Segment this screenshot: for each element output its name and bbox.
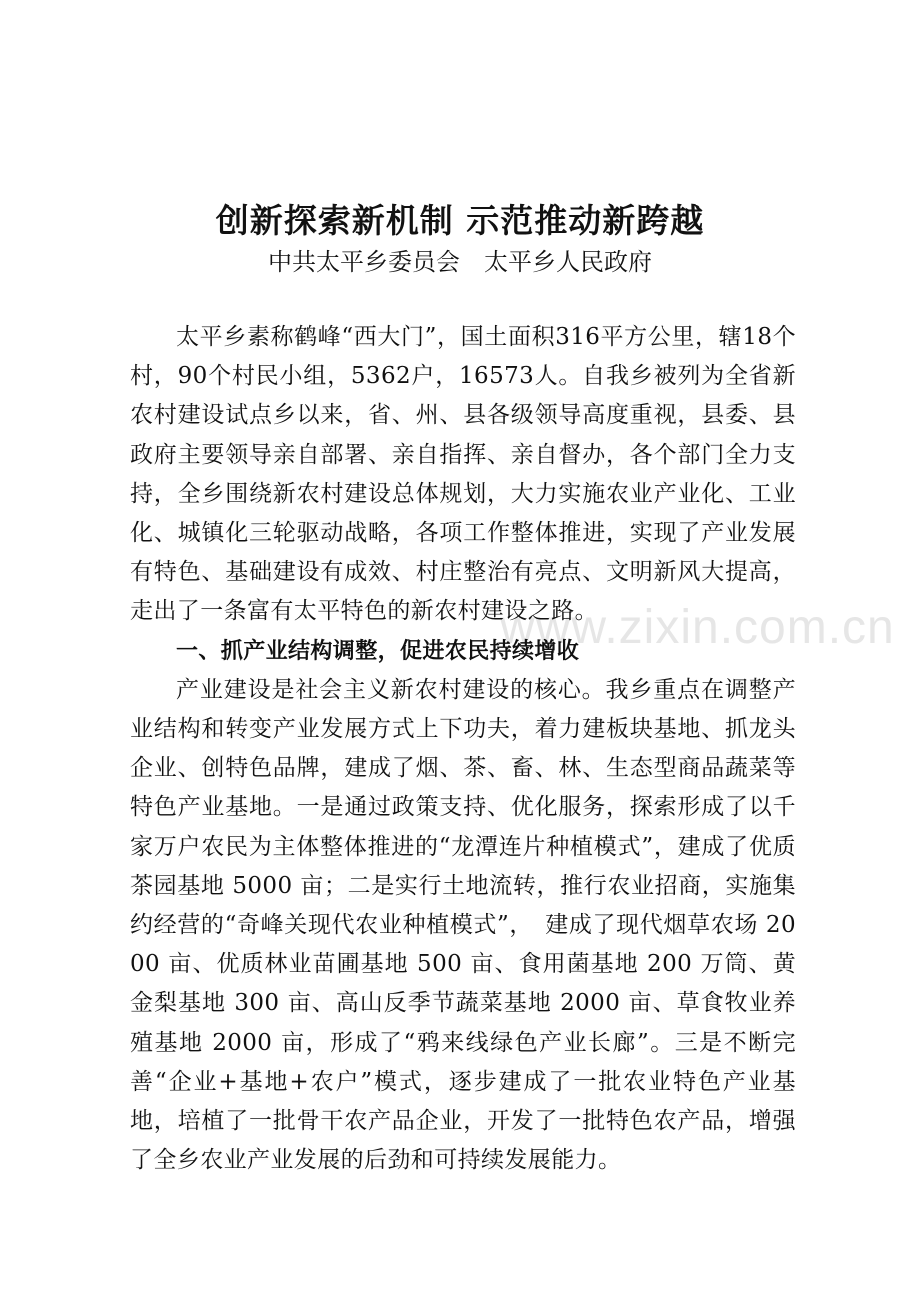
document-body bbox=[130, 318, 796, 1180]
section-paragraph: 产业建设是社会主义新农村建设的核心。我乡重点在调整产业结构和转变产业发展方式上下功夫，着力建板块基地、抓龙头企业、创特色品牌，建成了烟、茶、畜、林、生态型商品蔬菜等特色产业基地。一是通过政策支持、优化服务，探索形成了以千家万户农民为主体整体推进的“龙潭连片种植模式”，建成了优质茶园基地 5000 亩；二是实行土地流转，推行农业招商，实施集约经营的“奇峰关现代农业种植模式”， 建成了现代烟草农场 2000 亩、优质林业苗圃基地 500 亩、食用菌基地 200 万筒、黄金梨基地 300 亩、高山反季节蔬菜基地 2000 亩、草食牧业养殖基地 2000 亩，形成了“鸦来线绿色产业长廊”。三是不断完善“企业+基地+农户”模式，逐步建成了一批农业特色产业基地，培植了一批骨干农产品企业，开发了一批特色农产品，增强了全乡农业产业发展的后劲和可持续发展能力。 bbox=[130, 676, 796, 1174]
document-title: 创新探索新机制 示范推动新跨越 bbox=[215, 201, 705, 240]
intro-paragraph: 太平乡素称鹤峰“西大门”，国土面积316平方公里，辖18个村，90个村民小组，5362户，16573人。自我乡被列为全省新农村建设试点乡以来，省、州、县各级领导高度重视，县委、县政府主要领导亲自部署、亲自指挥、亲自督办，各个部门全力支持，全乡围绕新农村建设总体规划，大力实施农业产业化、工业化、城镇化三轮驱动战略，各项工作整体推进，实现了产业发展有特色、基础建设有成效、村庄整治有亮点、文明新风大提高，走出了一条富有太平特色的新农村建设之路。 bbox=[130, 324, 796, 625]
watermark: www.zixin.com.cn bbox=[500, 601, 895, 654]
section-heading: 一、抓产业结构调整，促进农民持续增收 bbox=[176, 638, 580, 664]
document-subtitle: 中共太平乡委员会 太平乡人民政府 bbox=[268, 248, 652, 276]
